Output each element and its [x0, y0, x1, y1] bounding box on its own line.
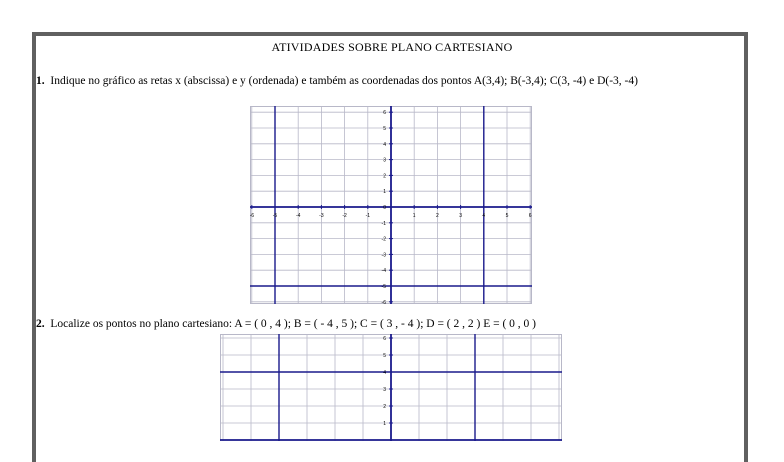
grid-2-y-tick-label: 3	[383, 387, 386, 393]
grid-1-y-tick-label: -3	[381, 252, 386, 259]
grid-1-x-tick-label: -2	[342, 213, 347, 219]
grid-1-y-tick-label: 0	[383, 205, 386, 211]
grid-1-y-tick-label: 2	[383, 173, 386, 180]
grid-1-y-tick-label: 4	[383, 141, 386, 148]
page-title: ATIVIDADES SOBRE PLANO CARTESIANO	[271, 40, 513, 54]
grid-2-y-tick-label: 5	[383, 353, 386, 359]
grid-1-y-tick-label: -1	[381, 220, 386, 227]
grid-2-y-tick-label: 4	[383, 370, 386, 376]
grid-1-x-tick-label: 6	[528, 213, 532, 219]
grid-1-y-tick-label: 1	[383, 189, 386, 196]
grid-1-x-tick-label: 4	[482, 213, 486, 219]
grid-1-x-tick-label: -4	[295, 213, 301, 219]
grid-2-y-tick-label: 6	[383, 336, 386, 342]
grid-1-x-tick-label: -1	[365, 213, 371, 219]
question-2	[36, 318, 750, 331]
question-1-text: Indique no gráfico as retas x (abscissa) e y (ordenada) e também as coordenadas dos pontos A(3,4); B(-3,4); C(3, -4) e D(-3, -4)	[50, 75, 638, 87]
grid-1-y-tick-label: -5	[381, 284, 386, 290]
question-2-number: 2.	[36, 318, 45, 330]
grid-1-y-tick-label: 6	[383, 110, 386, 117]
grid-1-y-tick-label: -4	[381, 268, 386, 275]
grid-1-x-tick-label: -5	[272, 213, 278, 219]
question-1	[36, 75, 750, 88]
grid-1-y-tick-label: 5	[383, 126, 386, 132]
grid-2-y-tick-label: 2	[383, 404, 386, 410]
grid-1-y-tick-label: -6	[381, 299, 386, 304]
question-1-number: 1.	[36, 75, 45, 87]
grid-1-x-tick-label: -6	[250, 213, 255, 219]
grid-1-x-tick-label: 1	[412, 213, 416, 219]
grid-1-y-tick-label: -2	[381, 236, 386, 243]
question-2-text: Localize os pontos no plano cartesiano: A = ( 0 , 4 ); B = ( - 4 , 5 ); C = ( 3 , - 4 ); D = ( 2 , 2 ) E = ( 0 , 0 )	[50, 318, 537, 330]
grid-1-x-tick-label: -3	[319, 213, 324, 219]
cartesian-grid-1	[250, 106, 532, 304]
cartesian-grid-2	[220, 334, 562, 441]
grid-1-x-tick-label: 2	[436, 213, 439, 219]
grid-1-x-tick-label: 5	[505, 213, 509, 219]
grid-1-y-tick-label: 3	[383, 157, 386, 164]
grid-2-y-tick-label: 1	[383, 421, 386, 427]
grid-1-x-tick-label: 3	[459, 213, 462, 219]
